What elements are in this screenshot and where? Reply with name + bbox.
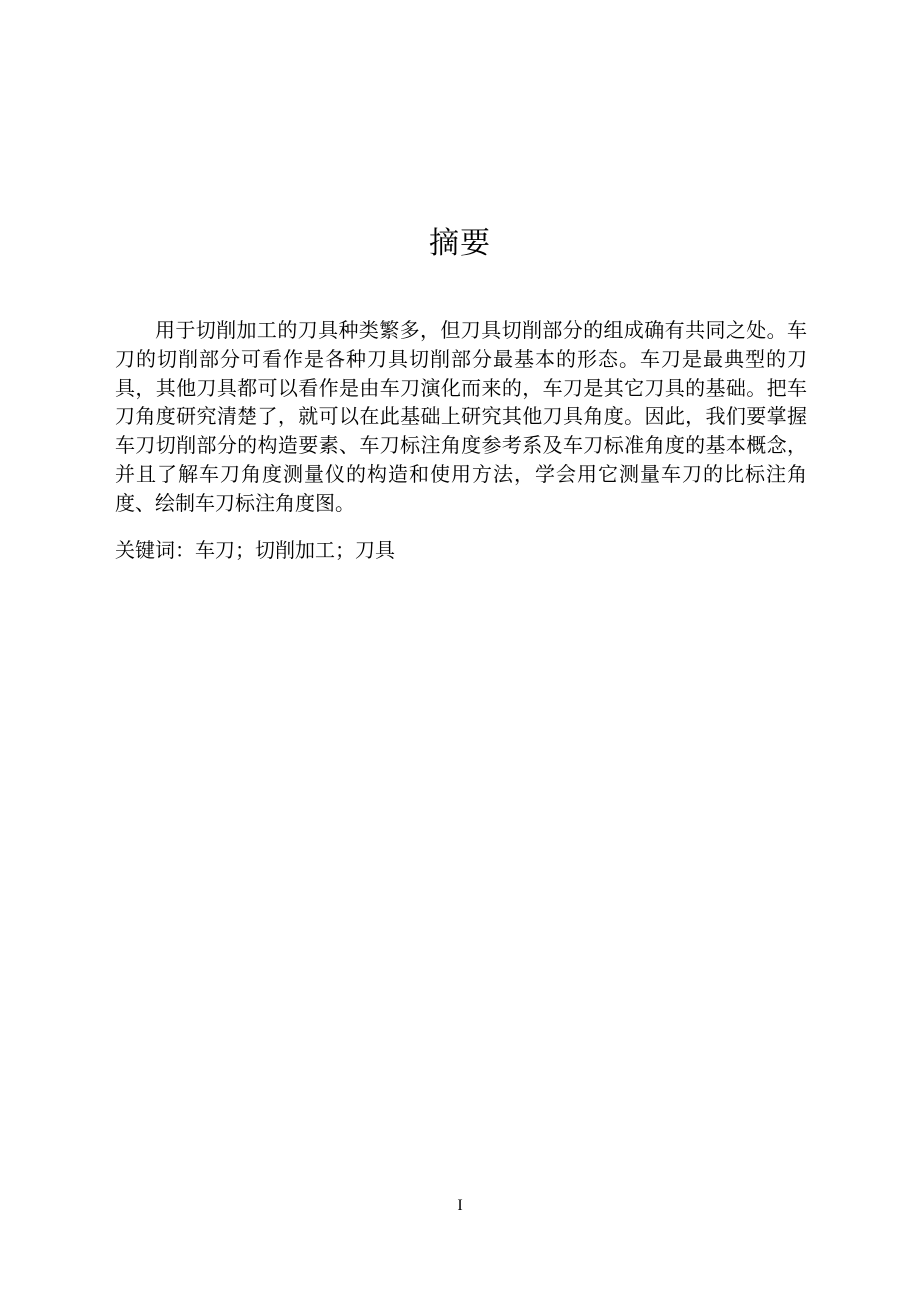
abstract-paragraph: 用于切削加工的刀具种类繁多，但刀具切削部分的组成确有共同之处。车刀的切削部分可看作是各种刀具切削部分最基本的形态。车刀是最典型的刀具，其他刀具都可以看作是由车刀演化而来的，车刀是其它刀具的基础。把车刀角度研究清楚了，就可以在此基础上研究其他刀具角度。因此，我们要掌握车刀切削部分的构造要素、车刀标注角度参考系及车刀标准角度的基本概念，并且了解车刀角度测量仪的构造和使用方法，学会用它测量车刀的比标注角度、绘制车刀标注角度图。: [115, 318, 807, 515]
keywords-line: 关键词：车刀；切削加工；刀具: [115, 538, 395, 562]
page-title: 摘要: [429, 226, 491, 261]
page-number: I: [457, 1197, 463, 1214]
